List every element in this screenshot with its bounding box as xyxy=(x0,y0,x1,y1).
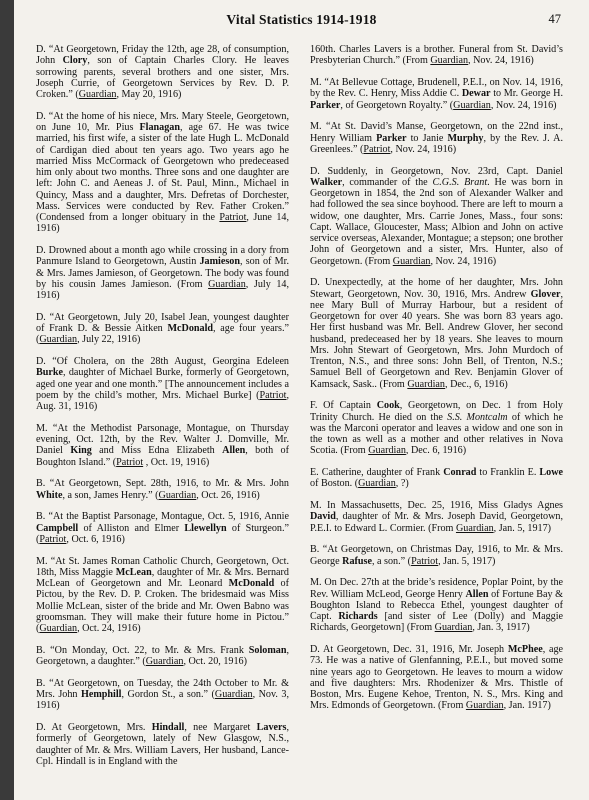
vital-record-entry xyxy=(36,645,289,668)
entry-text: D. “At Georgetown, July 20, Isabel Jean, youngest daughter of Frank D. & Bessie Aitken xyxy=(36,311,289,334)
entry-text: D. “Of Cholera, on the 28th August, Georgina Edeleen xyxy=(36,356,289,367)
entry-text: , May 20, 1916) xyxy=(116,89,182,100)
surname-text: Lowe xyxy=(539,467,563,478)
surname-text: McDonald xyxy=(228,578,275,589)
surname-text: Dewar xyxy=(461,88,491,100)
entry-text: M. “At Bellevue Cottage, Brudenell, P.E.I., on Nov. 14, 1916, by the Rev. C. Henry, Miss Addie C. xyxy=(310,77,563,100)
entry-text: , Jan. 3, 1917) xyxy=(472,622,530,634)
entry-text: , July 22, 1916) xyxy=(77,334,141,346)
entry-text: M. “At St. James Roman Catholic Church, Georgetown, Oct. 18th, Miss Maggie xyxy=(36,555,289,578)
entry-text: , Jan. 5, 1917) xyxy=(438,555,496,567)
source-citation: Patriot xyxy=(116,456,144,468)
surname-text: Soloman xyxy=(248,644,287,656)
surname-text: David xyxy=(310,511,336,523)
entry-text: E. Catherine, daughter of Frank xyxy=(310,467,444,478)
entry-text: , July 14, 1916) xyxy=(36,278,289,301)
surname-text: Parker xyxy=(310,99,341,111)
entry-text: of Alliston and Elmer xyxy=(78,522,185,534)
source-citation: Guardian xyxy=(455,522,494,534)
vital-record-entry xyxy=(36,44,289,100)
source-citation: Patriot xyxy=(39,533,67,545)
entry-text: , Gordon St., a son.” ( xyxy=(121,689,215,700)
source-citation: Guardian xyxy=(39,334,78,346)
entry-text: D. “At the home of his niece, Mrs. Mary Steele, Georgetown, on June 10, Mr. Pius xyxy=(36,110,289,133)
entry-text: , age 73. He was a native of Glenfanning, P.E.I., but moved some nine years ago to Georgetown. He leaves to mourn a widow and five daughters: Mrs. Rhodenizer & Mrs. Thistle of Boston, Mrs. Eugene Kehoe, Trenton, N. S., Mrs. King and Mrs. Edmonds of Georgetown. (From xyxy=(310,644,563,712)
entry-text: M. On Dec. 27th at the bride’s residence, Poplar Point, by the Rev. William McLeod, George Henry xyxy=(310,577,563,600)
entry-text: of Boston. ( xyxy=(310,478,359,490)
entry-text: , daughter of Mr. & Mrs. Joseph David, Georgetown, P.E.I. to Edward L. Cormier. (From xyxy=(310,511,563,534)
surname-text: Flanagan xyxy=(139,122,180,133)
entry-text: D. Suddenly, in Georgetown, Nov. 23rd, Capt. Daniel xyxy=(310,165,563,177)
surname-text: Clory xyxy=(62,55,88,67)
entry-text: of which he was the Marconi operator and leaves a widow and one son in the town as well as a mother and other relatives in Nova Scotia. (From xyxy=(310,411,563,457)
vital-record-entry xyxy=(36,245,289,301)
source-citation: Guardian xyxy=(358,478,396,490)
entry-text: [and sister of Lee (Dolly) and Maggie Richards, Georgetown] (From xyxy=(310,611,563,634)
entry-text: , Nov. 24, 1916) xyxy=(430,255,497,267)
surname-text: Murphy xyxy=(447,132,484,144)
entry-text: to Janie xyxy=(406,132,448,144)
vital-record-entry xyxy=(36,356,289,412)
entry-text: M. “At the Methodist Parsonage, Montague, on Thursday evening, Oct. 12th, by the Rev. Walter J. Domville, Mr. Daniel xyxy=(36,422,289,457)
source-citation: Patriot xyxy=(411,555,439,567)
entry-text: M. In Massachusetts, Dec. 25, 1916, Miss Gladys Agnes xyxy=(310,500,563,511)
source-citation: Guardian xyxy=(158,489,197,501)
surname-text: Cook xyxy=(376,400,400,412)
surname-text: McLean xyxy=(115,566,152,578)
vital-record-entry xyxy=(36,423,289,468)
source-citation: Guardian xyxy=(465,700,504,712)
entry-text: , ?) xyxy=(395,478,409,490)
entry-text: , Oct. 19, 1916) xyxy=(143,456,210,468)
entry-text: , daughter of Michael Burke, formerly of Georgetown, aged one year and one month.” [The announcement includes a poem by the child’s mother, Mrs. Michael Burke] ( xyxy=(36,367,289,401)
entry-text: and Miss Edna Elizabeth xyxy=(91,445,223,457)
entry-text: B. “On Monday, Oct. 22, to Mr. & Mrs. Frank xyxy=(36,644,249,656)
entry-text: , age 67. He was twice married, his first wife, a sister of the late Hugh L. McDonald of Cardigan died about ten years ago. Two years ago he married Miss McCormack of Georgetown who predeceased him only about two months. Three sons and one daughter are left: John C. and Aeneas J. of St. Paul, Minn., Michael in Quincy, Mass and a daughter, Mrs. Defretas of Dorchester, Mass. Services were conducted by Rev. Father Croken.” (Condensed from a longer obituary in the xyxy=(36,122,289,223)
ship-name: S.S. Montcalm xyxy=(447,411,508,423)
entry-text: M. “At St. David’s Manse, Georgetown, on the 22nd inst., Henry William xyxy=(310,121,563,144)
entry-text: , a son.” ( xyxy=(371,555,412,567)
entry-text: , June 14, 1916) xyxy=(36,212,289,235)
vital-record-entry xyxy=(310,77,563,111)
entry-text: , Jan. 5, 1917) xyxy=(493,522,552,534)
source-citation: Guardian xyxy=(434,622,473,634)
vital-record-entry xyxy=(310,500,563,534)
entry-text: B. “At Georgetown, Sept. 28th, 1916, to Mr. & Mrs. John xyxy=(36,478,289,490)
entry-text: , a son, James Henry.” ( xyxy=(62,489,159,501)
surname-text: McDonald xyxy=(167,323,214,334)
vital-record-entry xyxy=(310,544,563,567)
entry-text: of Pictou, by the Rev. D. P. Croken. The bridesmaid was Miss Mollie McLean, sister of the bride and Mr. Owen Babno was groomsman. They will make their future home in Pictou.” ( xyxy=(36,578,289,634)
source-citation: Guardian xyxy=(145,656,184,667)
entry-text: B. “At the Baptist Parsonage, Montague, Oct. 5, 1916, Annie xyxy=(36,511,289,523)
entry-text: , Jan. 1917) xyxy=(503,700,551,712)
source-citation: Guardian xyxy=(430,55,469,67)
entry-text: , nee Mary Bull of Murray Harbour, but a resident of Georgetown for over 40 years. She was born 83 years ago. Her first husband was Mr. Bell. Andrew Glover, her second husband, predeceased her by 18 years. She leaves to mourn Mrs. John Stewart of Georgetown, Mrs. John Murdoch of Trenton, N.S., and three sons: John Bell, of Trenton, N.S.; Samuel Bell of Georgetown and Rev. Benjamin Glover of Kamsack, Sask.. (From xyxy=(310,288,563,390)
vital-record-entry xyxy=(310,166,563,267)
document-page xyxy=(14,0,589,800)
surname-text: King xyxy=(70,445,92,457)
entry-text: , Dec. 6, 1916) xyxy=(405,445,467,457)
entry-text: , Oct. 26, 1916) xyxy=(196,489,260,501)
surname-text: Parker xyxy=(376,132,407,144)
source-citation: Patriot xyxy=(363,143,391,155)
surname-text: Burke xyxy=(36,367,64,379)
vital-record-entry xyxy=(36,722,289,767)
entry-text: , son of Captain Charles Clory. He leaves sorrowing parents, several brothers and one sister, Mrs. Joseph Currie, of Georgetown Services by Rev. D. P. Croken.” ( xyxy=(36,55,289,100)
source-citation: Patriot xyxy=(259,389,287,401)
entry-text: D. At Georgetown, Dec. 31, 1916, Mr. Joseph xyxy=(310,644,508,655)
surname-text: Allen xyxy=(222,445,246,457)
entry-text: 160th. Charles Lavers is a brother. Funeral from St. David’s Presbyterian Church.” (From xyxy=(310,44,563,67)
entry-text: , Georgetown, a daughter.” ( xyxy=(36,644,289,667)
vital-record-entry xyxy=(36,312,289,346)
surname-text: Llewellyn xyxy=(184,522,227,534)
source-citation: Guardian xyxy=(392,255,431,267)
right-column xyxy=(310,44,563,722)
entry-text: D. Unexpectedly, at the home of her daughter, Mrs. John Stewart, Georgetown, Nov. 30, 1916, Mrs. Andrew xyxy=(310,277,563,300)
entry-text: to Mr. George H. xyxy=(490,88,563,100)
entry-text: , Oct. 20, 1916) xyxy=(183,656,247,667)
surname-text: Richards xyxy=(338,611,378,622)
vital-record-entry xyxy=(36,511,289,545)
entry-text: , Nov. 24, 1916) xyxy=(490,99,557,111)
entry-text: , both of Boughton Island.” ( xyxy=(36,445,289,468)
source-citation: Guardian xyxy=(368,445,406,457)
source-citation: Guardian xyxy=(39,623,78,634)
source-citation: Patriot xyxy=(219,212,247,223)
surname-text: Lavers xyxy=(256,722,287,733)
entry-text: , of Georgetown Royalty.” ( xyxy=(340,99,454,111)
page-title: Vital Statistics 1914-1918 xyxy=(226,12,377,27)
entry-text: , Nov. 24, 1916) xyxy=(390,143,457,155)
surname-text: Hemphill xyxy=(80,689,122,700)
surname-text: Allen xyxy=(465,588,489,600)
vital-record-entry xyxy=(36,678,289,712)
surname-text: White xyxy=(36,489,63,501)
surname-text: Campbell xyxy=(36,522,79,534)
entry-text: , by the Rev. J. A. Greenlees.” ( xyxy=(310,132,563,155)
ship-name: C.G.S. Brant xyxy=(432,176,488,188)
vital-record-entry xyxy=(310,577,563,633)
vital-record-entry xyxy=(36,478,289,501)
entry-text: , Oct. 6, 1916) xyxy=(66,533,125,545)
surname-text: Rafuse xyxy=(342,555,372,567)
vital-record-entry xyxy=(310,44,563,67)
entry-text: , Aug. 31, 1916) xyxy=(36,389,289,412)
page-header xyxy=(14,12,589,34)
entry-text: to Franklin E. xyxy=(476,467,540,478)
source-citation: Guardian xyxy=(208,278,246,290)
entry-text: , Dec., 6, 1916) xyxy=(445,378,508,390)
entry-text: of Fortune Bay & Boughton Island to Rebecca Ethel, youngest daughter of Capt. xyxy=(310,588,563,622)
surname-text: Conrad xyxy=(443,467,477,478)
entry-text: , commander of the xyxy=(342,176,433,188)
surname-text: Glover xyxy=(530,288,561,300)
vital-record-entry xyxy=(36,556,289,635)
entry-text: B. “At Georgetown, on Christmas Day, 1916, to Mr. & Mrs. George xyxy=(310,544,563,567)
vital-record-entry xyxy=(310,644,563,712)
entry-text: , age four years.” ( xyxy=(36,323,289,346)
entry-text: . He was born in Georgetown in 1854, the 2nd son of Alexander Walker and had followed the sea since boyhood. There are left to mourn a widow, one daughter, Mrs. Carrie Jones, Mass., four sons: Capt. Wallace, Gloucester, Mass; Albion and John on active service overseas, Alexander, Montague; a stepson; one brother John of Georgetown and a sister, Mrs. Hunter, also of Georgetown. (From xyxy=(310,176,563,267)
entry-text: , daughter of Mr. & Mrs. Bernard McLean of Georgetown and Mr. Leonard xyxy=(36,566,289,589)
vital-record-entry xyxy=(310,121,563,155)
vital-record-entry xyxy=(310,467,563,490)
source-citation: Guardian xyxy=(453,99,491,111)
entry-text: D. “At Georgetown, Friday the 12th, age 28, of consumption, John xyxy=(36,44,289,67)
entry-text: , Nov. 24, 1916) xyxy=(468,55,534,67)
entry-text: , Oct. 24, 1916) xyxy=(77,623,141,634)
entry-text: , Georgetown, on Dec. 1 from Holy Trinity Church. He died on the xyxy=(310,400,563,423)
entry-text: D. At Georgetown, Mrs. xyxy=(36,722,152,733)
vital-record-entry xyxy=(310,277,563,390)
surname-text: Jamieson xyxy=(199,256,240,268)
entry-text: D. Drowned about a month ago while crossing in a dory from Panmure Island to Georgetown, Austin xyxy=(36,245,289,268)
left-column xyxy=(36,44,289,778)
page-number: 47 xyxy=(548,12,561,26)
entry-text: B. “At Georgetown, on Tuesday, the 24th October to Mr. & Mrs. John xyxy=(36,677,289,700)
surname-text: Walker xyxy=(310,176,343,188)
vital-record-entry xyxy=(36,111,289,235)
source-citation: Guardian xyxy=(407,378,445,390)
entry-text: of Sturgeon.” ( xyxy=(36,522,289,545)
source-citation: Guardian xyxy=(214,689,253,700)
source-citation: Guardian xyxy=(78,89,117,100)
entry-text: , Nov. 3, 1916) xyxy=(36,689,289,712)
surname-text: Hindall xyxy=(151,722,185,733)
entry-text: , nee Margaret xyxy=(184,722,257,733)
vital-record-entry xyxy=(310,400,563,456)
entry-text: , son of Mr. & Mrs. James Jamieson, of Georgetown. The body was found by his cousin James Jamieson. (From xyxy=(36,256,289,290)
entry-text: , formerly of Georgetown, lately of New Glasgow, N.S., daughter of Mr. & Mrs. William Lavers, Her husband, Lance-Cpl. Hindall is in England with the xyxy=(36,722,289,767)
entry-text: F. Of Captain xyxy=(310,400,377,412)
surname-text: McPhee xyxy=(507,644,543,655)
